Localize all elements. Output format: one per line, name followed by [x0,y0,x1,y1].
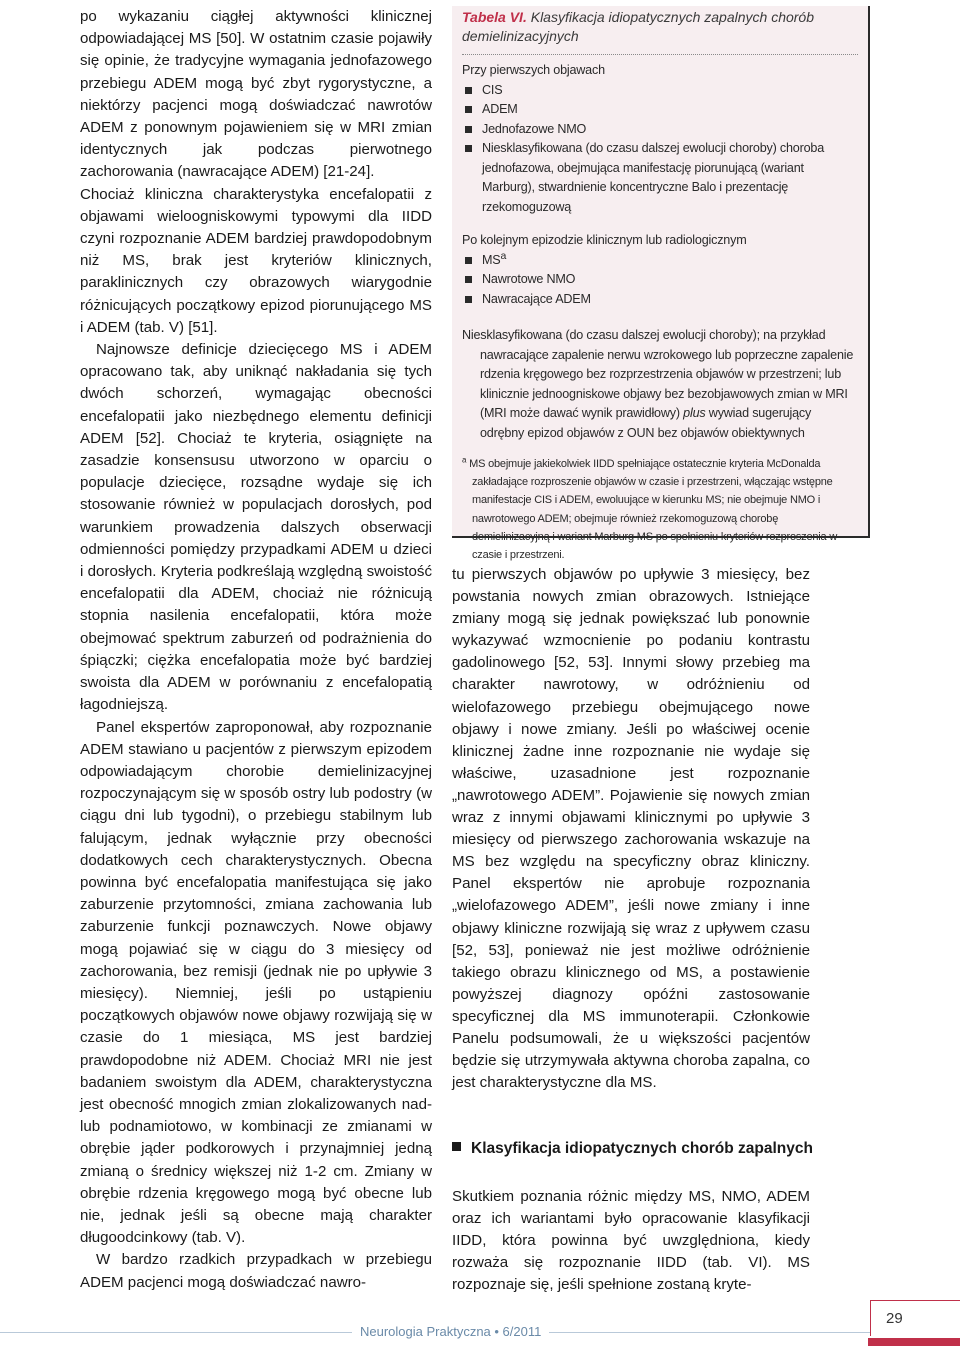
paragraph: Skutkiem poznania różnic między MS, NMO, ADEM oraz ich wariantami było opracowanie klasyfikacji IIDD, która powinna być uwzględniona, kiedy rozważa się rozpoznanie IIDD (tab. VI). MS rozpoznaje się, jeśli spełnione zostaną kryte- [452,1188,810,1294]
paragraph: Najnowsze definicje dziecięcego MS i ADEM opracowano tak, aby uniknąć nakładania się tych dwóch schorzeń, wymagając obecności encefalopatii jako niezbędnego elementu definicji ADEM [52]. Chociaż te kryteria, osiągnięte na zasadzie konsensusu utworzono w oparciu o populacje dziecięce, rozsądne wydaje się ich stosowanie również w populacjach dorosłych, pod warunkiem prowadzenia dalszych obserwacji odmienności pomiędzy przypadkami ADEM u dzieci i dorosłych. Kryteria podkreślają względną swoistość encefalopatii dla ADEM, chociaż nie różnicują stopnia nasilenia encefalopatii, która może obejmować spektrum zaburzeń od podrażnienia do śpiączki; ciężka encefalopatia może być bardziej swoista dla ADEM w porównaniu z encefalopatią łagodniejszą. [80,341,432,714]
table-label: Tabela VI. [462,9,527,25]
list-item: Nawrotowe NMO [462,270,858,290]
bullet-icon [465,257,472,264]
list-item: CIS [462,81,858,101]
bullet-icon [452,1142,461,1151]
bullet-icon [465,87,472,94]
group-heading: Przy pierwszych objawach [462,63,605,77]
section-heading: Klasyfikacja idiopatycznych chorób zapalnych [452,1140,852,1158]
bullet-icon [465,145,472,152]
table-footnote: $^a$ MS obejmuje jakiekolwiek IIDD spełniające ostatecznie kryteria McDonalda zakładające rozproszenie objawów w czasie i przestrzeni, włączając wstępne manifestacje CIS i ADEM, ewoluujące w kierunku MS; nie obejmuje NMO i nawrotowego ADEM; obejmuje również rzekomoguzową chorobę demielinizacyjną i wariant Marburg MS po spełnieniu kryteriów rozproszenia w czasie i przestrzeni. [462,455,838,562]
group2-list [462,251,858,310]
table-body [462,61,858,564]
divider [462,54,858,55]
superscript: a [500,249,507,262]
list-item: Nawracające ADEM [462,290,858,310]
group1-list [462,81,858,218]
paragraph: Panel ekspertów zaproponował, aby rozpoznanie ADEM stawiano u pacjentów z pierwszym epizodem odpowiadającym chorobie demielinizacyjnej rozpoczynającym się w sposób ostry lub podostry (w ciągu dni lub tygodni), o przebiegu stabilnym lub falującym, jednak wyłącznie przy obecności dodatkowych cech charakterystycznych. Obecna powinna być encefalopatia manifestująca się jako zaburzenie przytomności, zmiana zachowania lub zaburzenie funkcji poznawczych. Nowe objawy mogą pojawiać się w ciągu do 3 miesięcy od zachorowania, bez remisji (jednak nie po upływie 3 miesięcy). Niemniej, jeśli po ustąpieniu początkowych objawów nowe objawy rozwijają się w czasie do 1 miesiąca, MS jest bardziej prawdopodobne niż ADEM. Chociaż MRI nie jest badaniem swoistym dla ADEM, charakterystyczna jest obecność mnogich zmian zlokalizowanych nad- lub podnamiotowo, w kombinacji ze zmianami w obrębie jąder podkorowych i przynajmniej jedną zmianą o średnicy większej niż 1-2 cm. Zmiany w obrębie rdzenia kręgowego mogą być obecne lub nie, jednak jeśli są obecne mają charakter długoodcinkowy (tab. V). [80,718,432,1247]
page-number-frame [870,1300,960,1336]
paragraph: po wykazaniu ciągłej aktywności klinicznej odpowiadającej MS [50]. W ostatnim czasie pojawiły się opinie, że tradycyjne wymagania jednofazowego przebiegu ADEM mogą być zbyt rygorystyczne, a niektórzy pacjenci mogą doświadczać nawrotów ADEM z ponownym pojawieniem się w MRI zmian identycznych jak podczas pierwotnego zachorowania (nawracające ADEM) [21-24]. [80,8,432,181]
bullet-icon [465,126,472,133]
paragraph: Chociaż kliniczna charakterystyka encefalopatii z objawami wieloogniskowymi typowymi dla IIDD czyni rozpoznanie ADEM bardziej prawdopodobnym niż MS, brak jest kryteriów klinicznych, paraklinicznych czy obrazowych wiarygodnie różnicujących początkowy epizod piorunującego MS i ADEM (tab. V) [51]. [80,185,432,336]
left-column [80,6,432,1294]
bullet-icon [465,296,472,303]
paragraph: W bardzo rzadkich przypadkach w przebiegu ADEM pacjenci mogą doświadczać nawro- [80,1251,432,1291]
list-item: ADEM [462,100,858,120]
table-caption-text: Klasyfikacja idiopatycznych zapalnych chorób demielinizacyjnych [462,9,814,44]
right-column [452,564,810,1094]
bullet-icon [465,106,472,113]
paragraph: tu pierwszych objawów po upływie 3 miesięcy, bez powstania nowych zmian obrazowych. Istniejące zmiany mogą się jednak powiększać lub ponownie wykazywać wzmocnienie po podaniu kontrastu gadolinowego [52, 53]. Innymi słowy przebieg ma charakter nawrotowy, w odróżnieniu od wielofazowego przebiegu obejmującego nowe objawy i nowe zmiany. Jeśli po właściwej ocenie klinicznej żadne inne rozpoznanie nie wydaje się właściwe, uzasadnione jest rozpoznanie „nawrotowego ADEM”. Pojawienie się nowych zmian wraz z innymi objawami klinicznymi po upływie 3 miesięcy od pierwszego zachorowania wskazuje na MS bez względu na specyficzny obraz kliniczny. Panel ekspertów nie aprobuje rozpoznania „wielofazowego ADEM”, jeśli nowe zmiany i inne objawy kliniczne rozwijają się wraz z upływem czasu [52, 53], ponieważ nie jest możliwe odróżnienie takiego obrazu klinicznego od MS, a postawienie powyższej diagnozy opóźni zastosowanie specyficznej dla MS immunoterapii. Członkowie Panelu podsumowali, że u większości pacjentów będzie się utrzymywała aktywna choroba zapalna, co jest charakterystyczne dla MS. [452,566,810,1092]
table-vi [452,6,870,562]
group-heading: Po kolejnym epizodzie klinicznym lub radiologicznym [462,233,747,247]
section-body [452,1186,810,1296]
list-item: Jednofazowe NMO [462,120,858,140]
list-item: Niesklasyfikowana (do czasu dalszej ewolucji choroby) choroba jednofazowa, obejmująca manifestację piorunującą (wariant Marburg), stwardnienie koncentryczne Balo i prezentację rzekomoguzową [462,139,858,217]
page-number: 29 [886,1310,903,1327]
bullet-icon [465,276,472,283]
corner-accent [868,1338,960,1346]
journal-footer: Neurologia Praktyczna • 6/2011 [352,1324,549,1339]
list-item: $MS^a$ [462,251,858,271]
table-caption [462,8,858,46]
unclassified-entry: Niesklasyfikowana (do czasu dalszej ewolucji choroby); na przykład nawracające zapalenie nerwu wzrokowego lub poprzeczne zapalenie rdzenia kręgowego bez rozprzestrzenia objawów w przestrzeni; lub klinicznie jednoogniskowe objawy bez bezobjawowych zmian w MRI (MRI może dawać wynik prawidłowy) plus wywiad sugerujący odrębny epizod objawów z OUN bez objawów obiektywnych [462,328,854,440]
